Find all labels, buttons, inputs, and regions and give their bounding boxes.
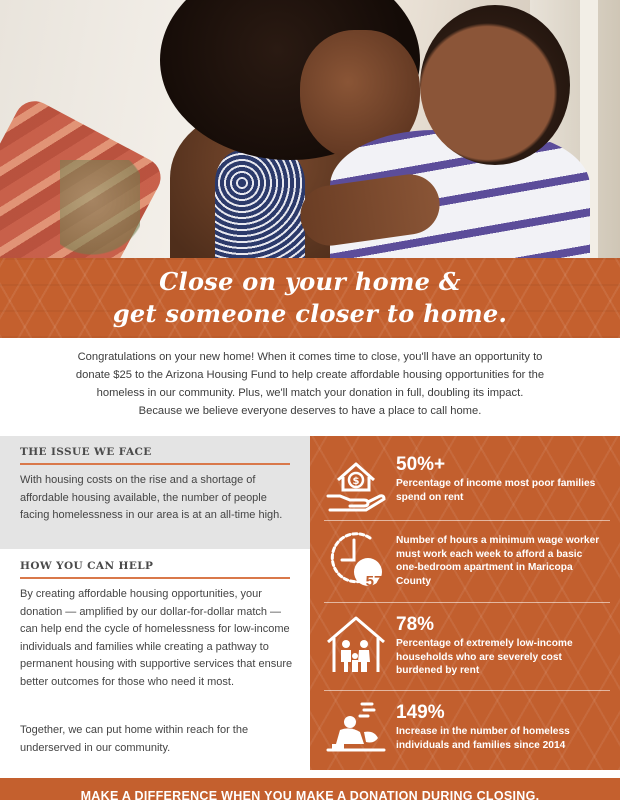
hero-photo — [0, 0, 620, 258]
issue-heading: THE ISSUE WE FACE — [20, 446, 290, 465]
intro-line-2: donate $25 to the Arizona Housing Fund to help create affordable housing opportunities for the — [75, 369, 545, 381]
house-hand-dollar-icon — [324, 450, 388, 514]
mother-dress — [215, 150, 305, 258]
background-foliage — [60, 160, 140, 258]
footer-banner — [0, 778, 620, 800]
stat-divider — [324, 520, 610, 521]
family-house-icon — [324, 612, 388, 676]
intro-line-4: Because we believe everyone deserves to have a place to call home. — [138, 405, 482, 417]
stats-panel — [310, 436, 620, 770]
homeless-person-icon — [324, 698, 388, 762]
stat-value: 57 — [365, 573, 383, 590]
intro-paragraph — [30, 348, 590, 420]
stat-divider — [324, 602, 610, 603]
headline-banner — [0, 258, 620, 338]
stat-value: 149% — [396, 702, 445, 723]
footer-text: MAKE A DIFFERENCE WHEN YOU MAKE A DONATION DURING CLOSING. — [80, 789, 540, 800]
stat-description: Percentage of extremely low-income households who are severely cost burdened by rent — [396, 638, 573, 676]
svg-text:$: $ — [352, 476, 360, 487]
intro-line-1: Congratulations on your new home! When it comes time to close, you'll have an opportunity to — [77, 351, 543, 363]
stat-description: Number of hours a minimum wage worker must work each week to afford a basic one-bedroom apartment in Maricopa County — [396, 535, 600, 587]
intro-line-3: homeless in our community. Plus, we'll match your donation in full, doubling its impact. — [96, 387, 524, 399]
stat-value: 78% — [396, 614, 435, 635]
stat-description: Increase in the number of homeless individuals and families since 2014 — [396, 726, 570, 751]
help-closing: Together, we can put home within reach for the underserved in our community. — [20, 724, 249, 754]
stat-value: 50%+ — [396, 454, 446, 475]
help-body: By creating affordable housing opportunities, your donation — amplified by our dollar-for-dollar match — can help end the cycle of homelessness for low-income individuals and families while creating a pathway to permanent housing with supportive services that ensure better outcomes for those who need it most. — [20, 588, 293, 688]
baby-head — [420, 5, 570, 165]
help-heading: HOW YOU CAN HELP — [20, 560, 290, 579]
headline-line-1: Close on your home & — [159, 267, 461, 296]
stat-divider — [324, 690, 610, 691]
issue-body: With housing costs on the rise and a shortage of affordable housing available, the number of people facing homelessness in our area is at an all-time high. — [20, 474, 283, 521]
headline-line-2: get someone closer to home. — [112, 299, 508, 328]
stat-description: Percentage of income most poor families spend on rent — [396, 478, 596, 503]
